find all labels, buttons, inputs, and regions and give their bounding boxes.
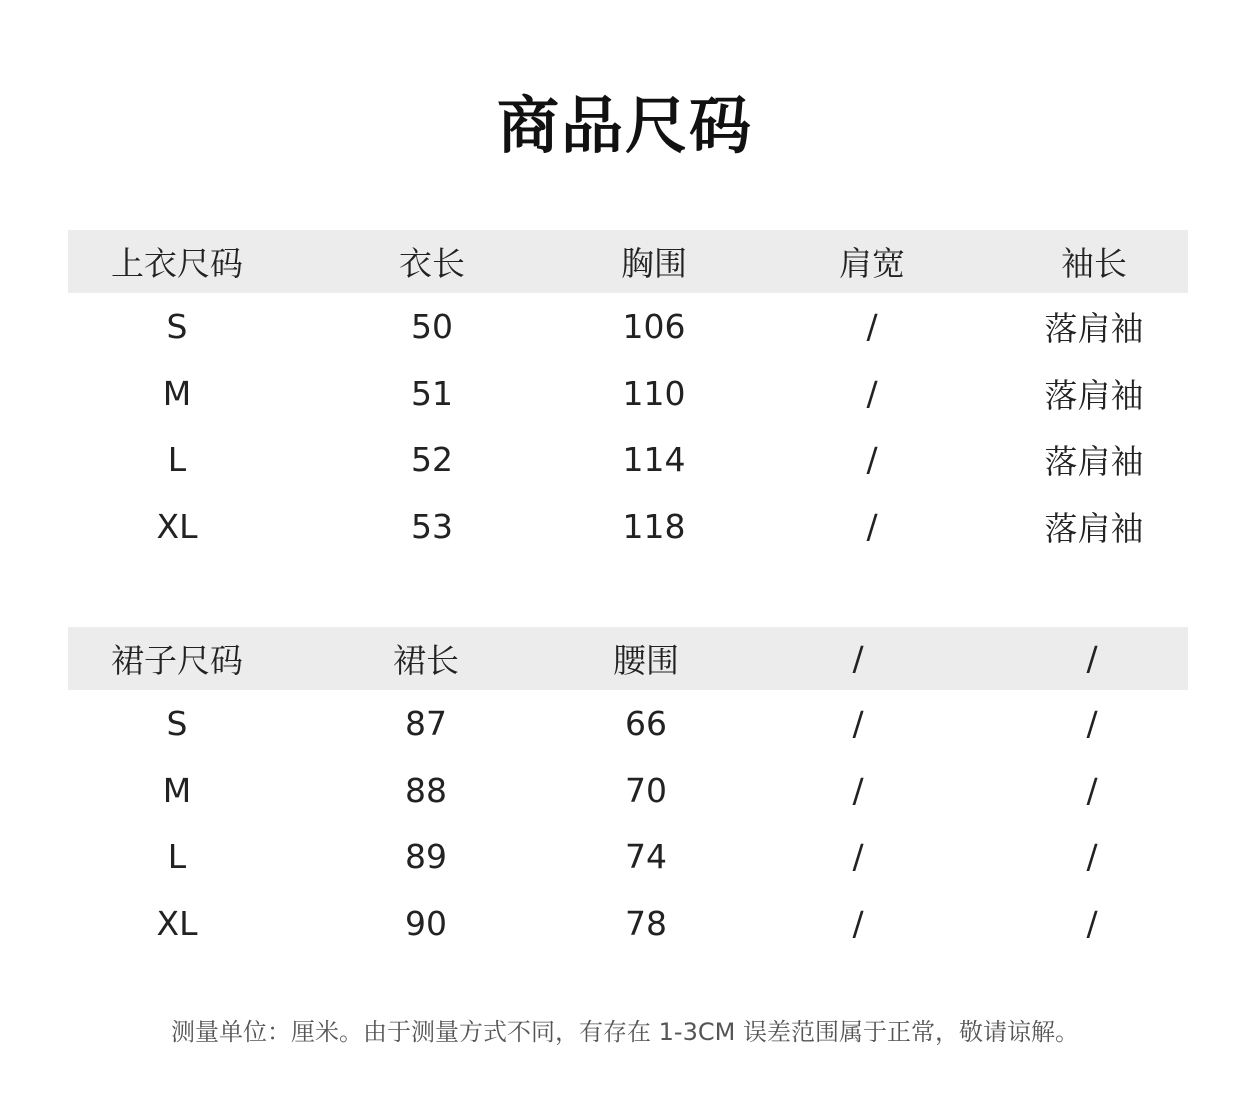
table-cell: S (166, 306, 188, 346)
table-cell: / (1086, 837, 1098, 877)
table-cell: / (1086, 703, 1098, 743)
table-row (68, 360, 1188, 427)
header-cell-chest: 胸围 (621, 244, 687, 283)
table-cell: 88 (405, 770, 447, 810)
header-cell-size: 裙子尺码 (111, 641, 243, 680)
table-row (68, 293, 1188, 360)
page-title: 商品尺码 (496, 89, 753, 162)
table-row (68, 690, 1188, 757)
table-row (68, 890, 1188, 957)
table-cell: 50 (411, 306, 453, 346)
table-cell: / (1086, 770, 1098, 810)
table-cell: 89 (405, 837, 447, 877)
table-cell: 114 (622, 440, 686, 480)
table-cell: / (852, 703, 864, 743)
header-cell-length: 裙长 (393, 641, 459, 680)
table-cell: 落肩袖 (1044, 442, 1144, 482)
header-cell-sleeve: 袖长 (1061, 244, 1127, 283)
table-cell: S (166, 703, 188, 743)
measurement-note: 测量单位：厘米。由于测量方式不同，有存在 1-3CM 误差范围属于正常，敬请谅解。 (171, 1018, 1079, 1046)
header-cell-empty: / (852, 639, 864, 678)
table-cell: / (866, 373, 878, 413)
table-row (68, 823, 1188, 890)
table-cell: 落肩袖 (1044, 375, 1144, 415)
table-cell: M (162, 770, 192, 810)
header-cell-size: 上衣尺码 (111, 244, 243, 283)
table-cell: 落肩袖 (1044, 508, 1144, 548)
table-cell: L (167, 837, 187, 877)
header-cell-shoulder: 肩宽 (839, 244, 905, 283)
table-cell: 51 (411, 373, 453, 413)
table-cell: 78 (625, 903, 667, 943)
table-cell: 52 (411, 440, 453, 480)
table-cell: 87 (405, 703, 447, 743)
header-cell-empty: / (1086, 639, 1098, 678)
table-cell: 66 (625, 703, 667, 743)
table-cell: XL (156, 506, 198, 546)
table-cell: / (852, 770, 864, 810)
table-cell: / (852, 837, 864, 877)
table-row (68, 757, 1188, 824)
table-cell: 106 (622, 306, 686, 346)
table-cell: XL (156, 903, 198, 943)
table-header-row (68, 627, 1188, 690)
table-cell: 110 (622, 373, 686, 413)
header-cell-length: 衣长 (399, 244, 465, 283)
header-cell-waist: 腰围 (613, 641, 679, 680)
table-cell: 落肩袖 (1044, 308, 1144, 348)
table-cell: 118 (622, 506, 686, 546)
table-cell: 90 (405, 903, 447, 943)
table-cell: / (866, 440, 878, 480)
table-row (68, 493, 1188, 560)
table-header-row (68, 230, 1188, 293)
top-size-table (68, 230, 1188, 560)
table-cell: 70 (625, 770, 667, 810)
table-cell: / (1086, 903, 1098, 943)
table-cell: 53 (411, 506, 453, 546)
table-cell: / (866, 306, 878, 346)
table-cell: M (162, 373, 192, 413)
table-cell: L (167, 440, 187, 480)
skirt-size-table (68, 627, 1188, 957)
table-cell: / (852, 903, 864, 943)
table-cell: 74 (625, 837, 667, 877)
table-cell: / (866, 506, 878, 546)
table-row (68, 426, 1188, 493)
